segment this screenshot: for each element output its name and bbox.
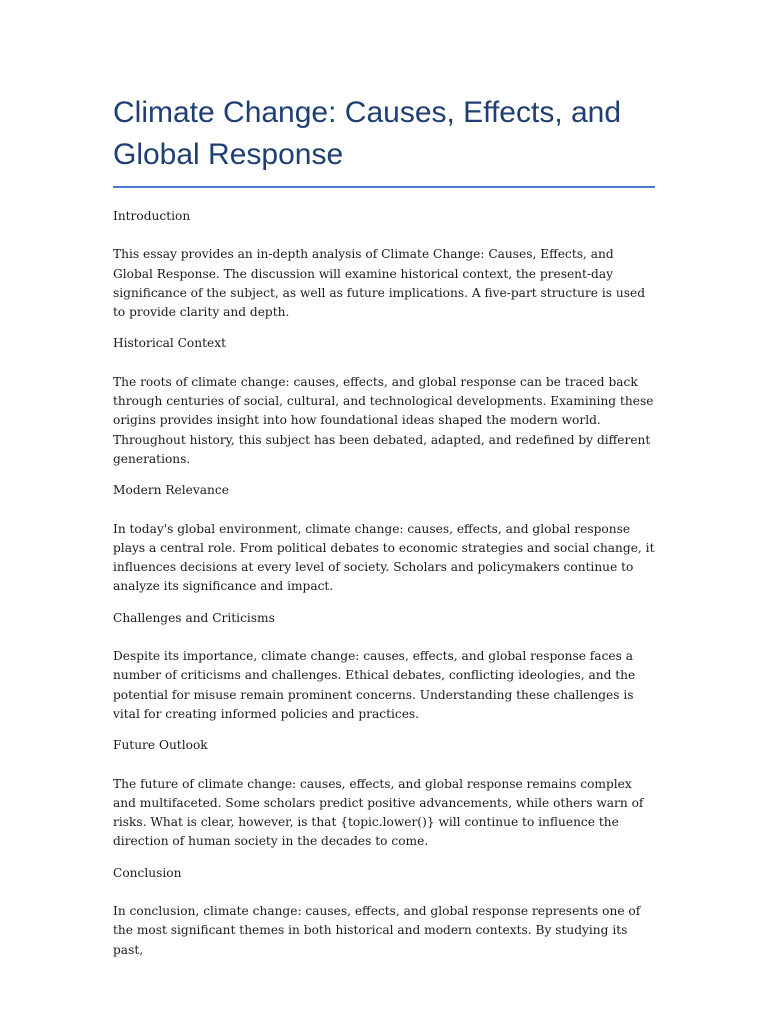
section-paragraph: The future of climate change: causes, effects, and global response remains complex and multifaceted. Some scholars predict positive advancements, while others warn of risks. What is clear, however, is that {topic.lower()} will continue to influence the direction of human society in the decades to come. — [113, 776, 644, 849]
title-divider — [113, 186, 655, 188]
section-introduction — [113, 207, 655, 322]
section-paragraph: In today's global environment, climate change: causes, effects, and global response plays a central role. From political debates to economic strategies and social change, it influences decisions at every level of society. Scholars and policymakers continue to analyze its significance and impact. — [113, 521, 655, 594]
section-challenges-and-criticisms — [113, 609, 655, 724]
section-heading: Future Outlook — [113, 738, 208, 753]
section-modern-relevance — [113, 481, 655, 596]
section-paragraph: The roots of climate change: causes, effects, and global response can be traced back through centuries of social, cultural, and technological developments. Examining these origins provides insight into how foundational ideas shaped the modern world. Throughout history, this subject has been debated, adapted, and redefined by different generations. — [113, 374, 654, 466]
section-heading: Historical Context — [113, 336, 226, 351]
document-body — [113, 92, 655, 972]
section-paragraph: This essay provides an in-depth analysis of Climate Change: Causes, Effects, and Global Response. The discussion will examine historical context, the present-day significance of the subject, as well as future implications. A five-part structure is used to provide clarity and depth. — [113, 247, 646, 320]
section-heading: Modern Relevance — [113, 483, 229, 498]
section-heading: Challenges and Criticisms — [113, 610, 275, 625]
section-paragraph: Despite its importance, climate change: causes, effects, and global response faces a number of criticisms and challenges. Ethical debates, conflicting ideologies, and the potential for misuse remain prominent concerns. Understanding these challenges is vital for creating informed policies and practices. — [113, 649, 636, 721]
section-heading: Introduction — [113, 209, 191, 223]
section-conclusion — [113, 864, 655, 960]
section-heading: Conclusion — [113, 865, 182, 880]
document-title: Climate Change: Causes, Effects, and Global Response — [113, 96, 622, 171]
section-future-outlook — [113, 736, 655, 851]
section-paragraph: In conclusion, climate change: causes, effects, and global response represents one of the most significant themes in both historical and modern contexts. By studying its past, — [113, 904, 641, 957]
section-historical-context — [113, 334, 655, 469]
